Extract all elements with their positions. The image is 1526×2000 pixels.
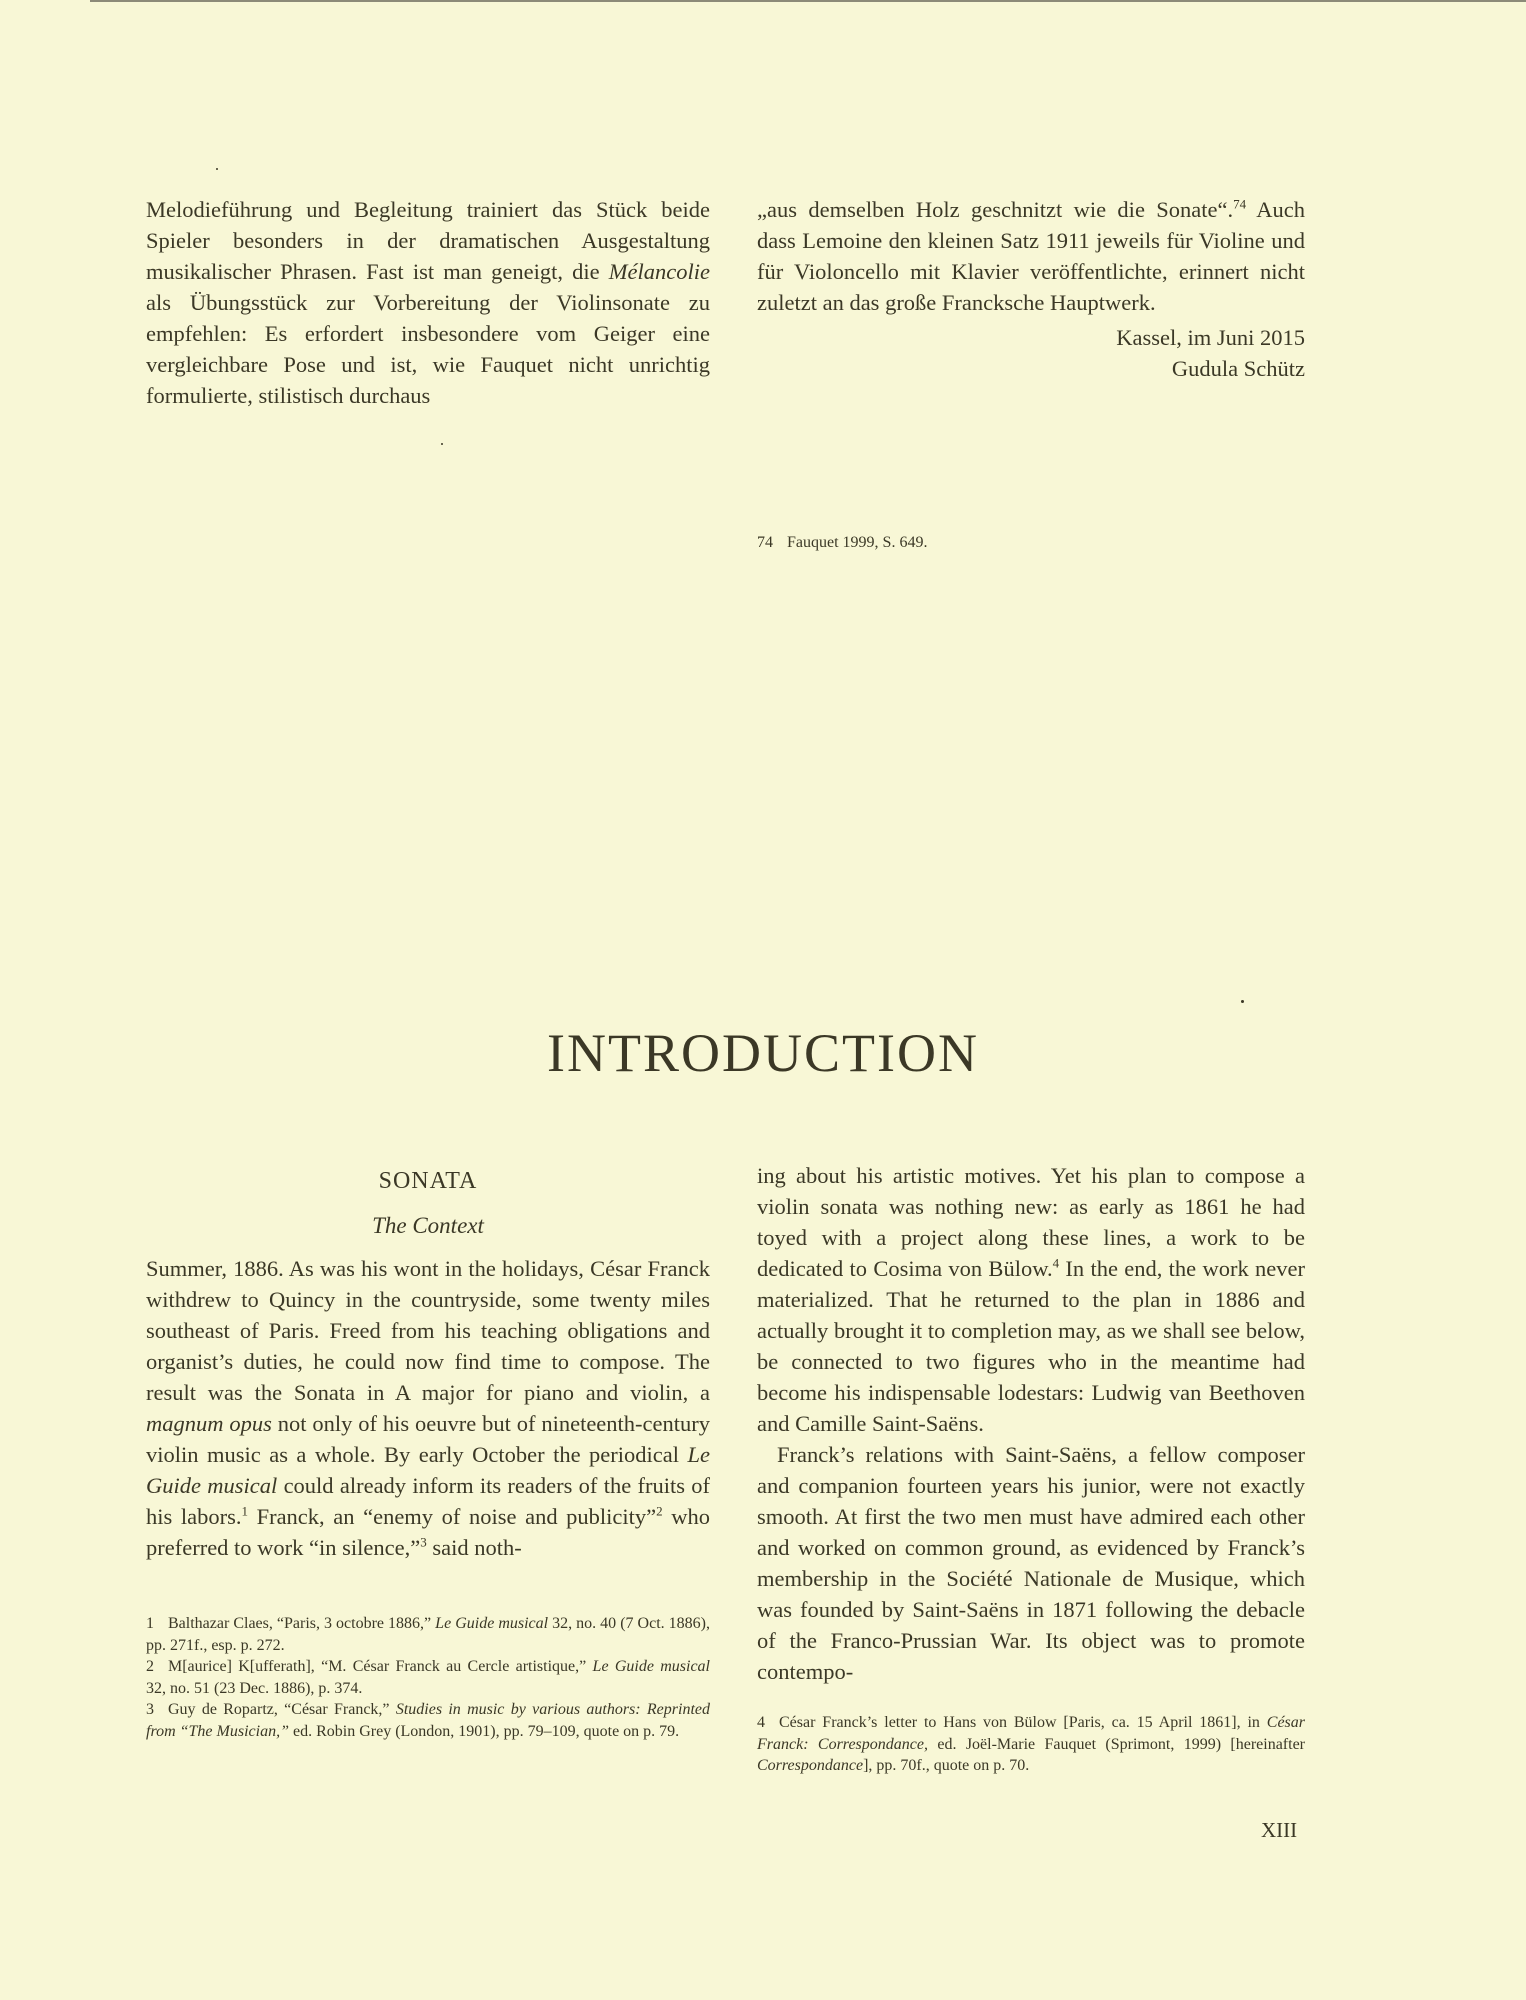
page-number: XIII — [1261, 1818, 1298, 1842]
paragraph: Franck’s relations with Saint-Saëns, a fellow composer and companion fourteen years his junior, were not exactly smooth. At first the two men must have admired each other and worked on common ground, as evidenced by Franck’s membership in the Société Nationale de Musique, which was founded by Saint-Saëns in 1871 following the debacle of the Franco-Prussian War. Its object was to promote contempo- — [757, 1442, 1305, 1684]
text: M[aurice] K[ufferath], “M. César Franck au Cercle artistique,” — [168, 1658, 593, 1675]
text: Summer, 1886. As was his wont in the holidays, César Franck withdrew to Quincy in the countryside, some twenty miles southeast of Paris. Freed from his teaching obligations and organist’s duties, he could now find time to compose. The result was the Sonata in A major for piano and violin, a — [146, 1256, 710, 1405]
scan-speck — [441, 443, 443, 445]
italic-title: Studies in music by various authors: Reprinted from “The Musician,” — [146, 1701, 710, 1740]
text: als Übungsstück zur Vorbereitung der Violinsonate zu empfehlen: Es erfordert insbesondere vom Geiger eine vergleichbare Pose und ist, wie Fauquet nicht unrichtig formulierte, stilistisch durchaus — [146, 290, 710, 408]
subsection-title: The Context — [372, 1213, 484, 1238]
german-left-column — [146, 194, 710, 411]
text: Melodieführung und Begleitung trainiert das Stück beide Spieler besonders in der dramatischen Ausgestaltung musikalischer Phrasen. Fast ist man geneigt, die — [146, 197, 710, 284]
italic-title: Le Guide musical — [592, 1658, 711, 1675]
text: could already inform its readers of the fruits of his labors. — [146, 1473, 711, 1529]
page-edge — [90, 0, 1526, 2]
text: 32, no. 40 (7 Oct. 1886), pp. 271f., esp. p. 272. — [146, 1615, 710, 1654]
footnote — [146, 1699, 710, 1742]
text: Guy de Ropartz, “César Franck,” — [168, 1701, 396, 1718]
footnote — [146, 1613, 710, 1656]
footnote-number: 4 — [757, 1714, 765, 1731]
german-right-column — [757, 194, 1305, 384]
italic-title: Le Guide musical — [146, 1442, 710, 1498]
footnote-74 — [757, 532, 1321, 554]
footnote-number: 1 — [146, 1615, 154, 1632]
text: Auch dass Lemoine den kleinen Satz 1911 jeweils für Violine und für Violoncello mit Klavier veröffentlichte, erinnert nicht zuletzt an das große Francksche Hauptwerk. — [757, 197, 1305, 315]
intro-right-footnote — [757, 1712, 1305, 1777]
place-date: Kassel, im Juni 2015 — [1116, 325, 1305, 350]
italic-title: Mélancolie — [608, 259, 710, 284]
page-title: INTRODUCTION — [547, 1023, 979, 1083]
footnote-number: 2 — [146, 1658, 154, 1675]
intro-left-footnotes — [146, 1613, 710, 1742]
paragraph — [757, 194, 1305, 318]
footnote-text: Fauquet 1999, S. 649. — [787, 534, 928, 551]
italic-title: Le Guide musical — [435, 1615, 549, 1632]
text: ed. Robin Grey (London, 1901), pp. 79–109, quote on p. 79. — [288, 1722, 680, 1740]
footnote-ref[interactable]: 1 — [241, 1503, 248, 1519]
footnote-ref[interactable]: 74 — [1233, 196, 1247, 212]
intro-left-column — [146, 1253, 710, 1563]
italic-title: César Franck: Correspondance, — [757, 1714, 1305, 1753]
footnote-ref[interactable]: 4 — [1052, 1255, 1060, 1271]
footnote-ref[interactable]: 3 — [420, 1534, 427, 1550]
scan-speck — [216, 168, 218, 170]
paragraph — [146, 1253, 710, 1563]
paragraph — [146, 194, 710, 411]
italic-title: Correspondance — [757, 1757, 864, 1774]
footnote-number: 74 — [757, 534, 773, 551]
text: said noth- — [426, 1535, 522, 1560]
text: ed. Joël-Marie Fauquet (Sprimont, 1999) [hereinafter — [927, 1735, 1305, 1753]
footnote — [146, 1656, 710, 1699]
text: César Franck’s letter to Hans von Bülow [Paris, ca. 15 April 1861], in — [779, 1714, 1267, 1731]
section-title: SONATA — [378, 1168, 478, 1194]
text: ], pp. 70f., quote on p. 70. — [863, 1757, 1030, 1774]
scan-speck — [1241, 1000, 1244, 1003]
text: In the end, the work never materialized. That he returned to the plan in 1886 and actually brought it to completion may, as we shall see below, be connected to two figures who in the meantime had become his indispensable lodestars: Ludwig van Beethoven and Camille Saint-Saëns. — [757, 1256, 1305, 1436]
text: ing about his artistic motives. Yet his plan to compose a violin sonata was nothing new: as early as 1861 he had toyed with a project along these lines, a work to be dedicated to Cosima von Bülow. — [757, 1163, 1305, 1281]
author-signature: Gudula Schütz — [1171, 356, 1305, 381]
footnote-number: 3 — [146, 1701, 154, 1718]
intro-right-column — [757, 1160, 1305, 1687]
footnote-ref[interactable]: 2 — [656, 1503, 663, 1519]
text: who preferred to work “in silence,” — [146, 1504, 710, 1560]
text: Franck, an “enemy of noise and publicity” — [247, 1504, 657, 1529]
text: „aus demselben Holz geschnitzt wie die Sonate“. — [757, 197, 1234, 222]
text: 32, no. 51 (23 Dec. 1886), p. 374. — [146, 1679, 363, 1697]
italic-phrase: magnum opus — [146, 1411, 272, 1436]
paragraph — [757, 1160, 1305, 1439]
text: Balthazar Claes, “Paris, 3 octobre 1886,” — [168, 1615, 436, 1632]
text: not only of his oeuvre but of nineteenth-century violin music as a whole. By early October the periodical — [146, 1411, 710, 1467]
